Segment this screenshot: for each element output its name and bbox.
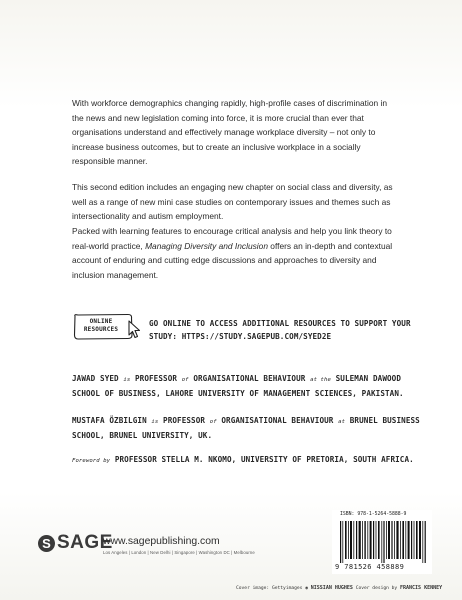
sage-logo-word: SAGE bbox=[57, 532, 113, 553]
foreword-prefix: Foreword by bbox=[72, 458, 111, 464]
description-paragraph-1: With workforce demographics changing rapidly, high-profile cases of discrimination in the news and new legislation coming into force, it is more crucial than ever that organisations understand and effectively manage workplace diversity – not only to increase business outcomes, but to create an inclusive workplace in a socially responsible manner. bbox=[72, 98, 387, 167]
author-role: PROFESSOR bbox=[163, 416, 206, 425]
barcode-digits: 9 781526 458889 bbox=[335, 563, 405, 571]
bio-connector: at bbox=[338, 419, 346, 425]
publisher-cities: Los Angeles | London | New Delhi | Singapore | Washington DC | Melbourne bbox=[103, 550, 255, 555]
bio-connector: at the bbox=[310, 377, 331, 383]
badge-line-resources: RESOURCES bbox=[83, 326, 119, 333]
author-name: MUSTAFA ÖZBILGIN bbox=[72, 416, 147, 425]
cover-credits bbox=[236, 585, 456, 591]
author-subject: ORGANISATIONAL BEHAVIOUR bbox=[221, 416, 334, 425]
bio-connector: is bbox=[151, 419, 159, 425]
badge-text bbox=[77, 318, 125, 334]
author-role: PROFESSOR bbox=[135, 374, 178, 383]
p3-text-end: offers an in-depth and contextual account of enduring and cutting edge discussions and approaches to diversity and inclusion management. bbox=[72, 240, 393, 280]
cover-image-source: Gettyimages bbox=[271, 586, 303, 591]
foreword-name: PROFESSOR STELLA M. NKOMO, UNIVERSITY OF PRETORIA, SOUTH AFRICA. bbox=[114, 455, 414, 464]
camera-icon: ◉ bbox=[305, 586, 308, 591]
publisher-url: www.sagepublishing.com bbox=[103, 536, 220, 547]
description-paragraph-3 bbox=[72, 224, 398, 282]
author-bio-syed bbox=[72, 372, 428, 401]
cover-image-label: Cover image: bbox=[236, 586, 270, 591]
mouse-cursor-icon bbox=[127, 320, 141, 340]
foreword-credit bbox=[72, 454, 428, 467]
book-title-italic: Managing Diversity and Inclusion bbox=[145, 240, 268, 251]
isbn-label: ISBN: 978-1-5264-5888-9 bbox=[340, 512, 407, 517]
author-affiliation: SULEMAN DAWOOD SCHOOL OF BUSINESS, LAHORE UNIVERSITY OF MANAGEMENT SCIENCES, PAKISTAN. bbox=[72, 374, 404, 399]
description-paragraph-2: This second edition includes an engaging new chapter on social class and diversity, as well as a range of new mini case studies on contemporary issues and themes such as intersectionality and autism employment. bbox=[72, 182, 393, 222]
online-resources-text: GO ONLINE TO ACCESS ADDITIONAL RESOURCES TO SUPPORT YOUR STUDY: HTTPS://STUDY.SAGEPUB.COM/SYED2E bbox=[149, 319, 411, 341]
badge-line-online: ONLINE bbox=[89, 318, 113, 325]
bio-connector: of bbox=[209, 419, 217, 425]
author-affiliation: BRUNEL BUSINESS SCHOOL, BRUNEL UNIVERSITY, UK. bbox=[72, 416, 420, 441]
p3-text-start: Packed with learning features to encourage critical analysis and help you link theory to real-world practice, bbox=[72, 226, 392, 251]
bio-connector: of bbox=[181, 377, 189, 383]
design-label: Cover design by bbox=[355, 586, 398, 591]
sage-logo-mark: S bbox=[38, 535, 55, 552]
author-name: JAWAD SYED bbox=[72, 374, 119, 383]
author-subject: ORGANISATIONAL BEHAVIOUR bbox=[193, 374, 306, 383]
bio-connector: is bbox=[123, 377, 131, 383]
photographer-name: NISSIAN HUGHES bbox=[310, 585, 353, 591]
designer-name: FRANCIS KENNEY bbox=[399, 585, 443, 591]
barcode-icon bbox=[340, 521, 428, 563]
author-bio-ozbilgin bbox=[72, 414, 428, 443]
